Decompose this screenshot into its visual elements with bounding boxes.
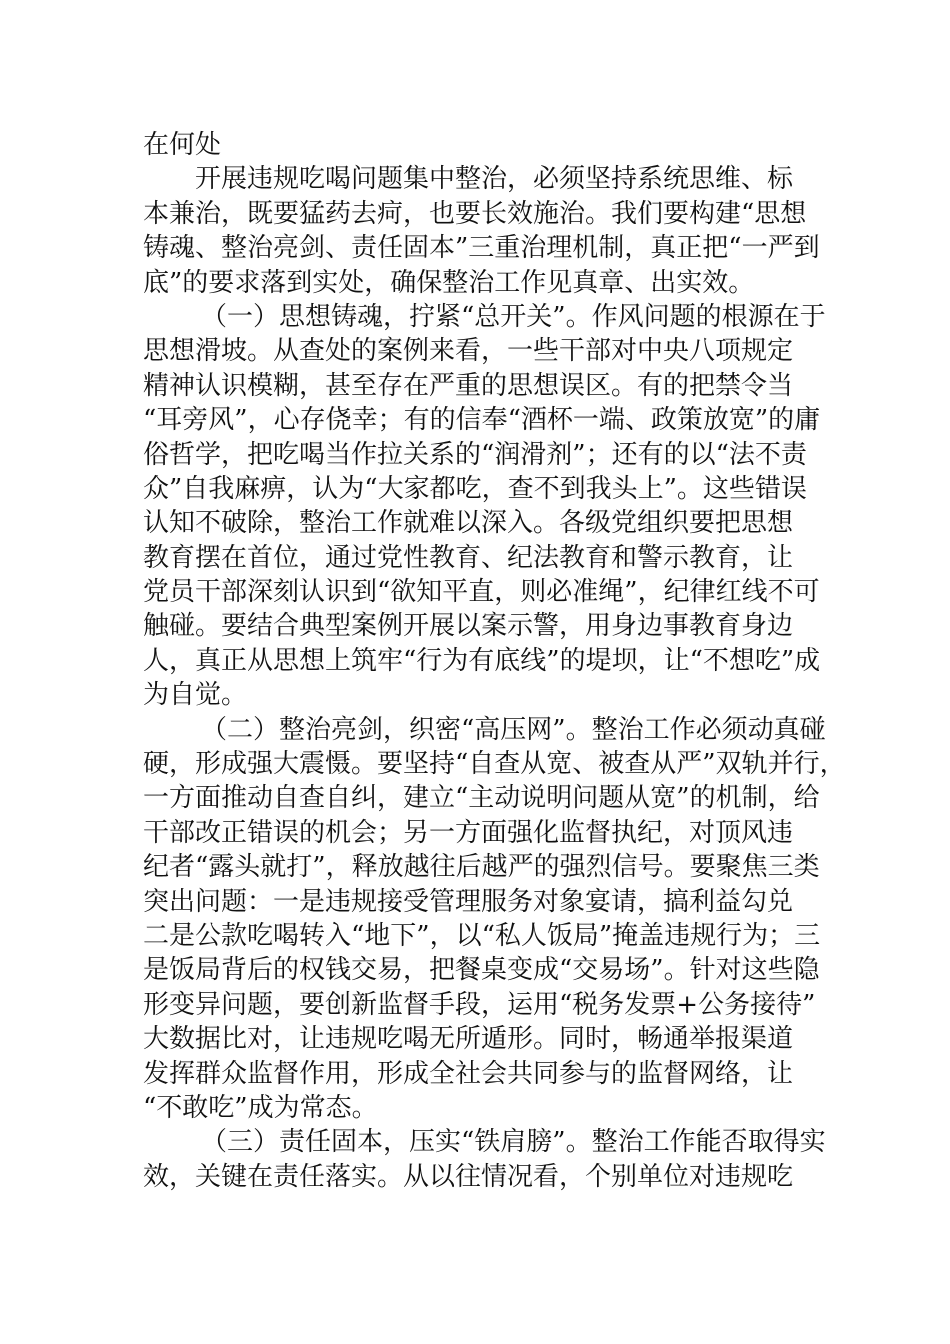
text-line: 发挥群众监督作用，形成全社会共同参与的监督网络，让 bbox=[143, 1058, 794, 1089]
text-line: 一方面推动自查自纠，建立“主动说明问题从宽”的机制，给 bbox=[143, 783, 820, 814]
text-line: 思想滑坡。从查处的案例来看，一些干部对中央八项规定 bbox=[143, 336, 794, 367]
text-line: 二是公款吃喝转入“地下”，以“私人饭局”掩盖违规行为；三 bbox=[143, 920, 821, 951]
text-line: 为自觉。 bbox=[143, 680, 248, 711]
text-line: 开展违规吃喝问题集中整治，必须坚持系统思维、标 bbox=[195, 164, 794, 195]
text-line: 硬，形成强大震慑。要坚持“自查从宽、被查从严”双轨并行， bbox=[143, 749, 846, 780]
text-line: 在何处 bbox=[143, 130, 222, 160]
text-line: 纪者“露头就打”，释放越往后越严的强烈信号。要聚焦三类 bbox=[143, 852, 820, 883]
text-line: 是饭局背后的权钱交易，把餐桌变成“交易场”。针对这些隐 bbox=[143, 955, 820, 986]
text-line: 突出问题：一是违规接受管理服务对象宴请，搞利益勾兑 bbox=[143, 886, 794, 917]
text-line: （三）责任固本，压实“铁肩膀”。整治工作能否取得实 bbox=[201, 1127, 826, 1158]
text-line: 大数据比对，让违规吃喝无所遁形。同时，畅通举报渠道 bbox=[143, 1024, 794, 1055]
text-line: 形变异问题，要创新监督手段，运用“税务发票+公务接待” bbox=[143, 989, 816, 1020]
text-line: 党员干部深刻认识到“欲知平直，则必准绳”，纪律红线不可 bbox=[143, 577, 820, 608]
text-line: 干部改正错误的机会；另一方面强化监督执纪，对顶风违 bbox=[143, 817, 794, 848]
text-line: “不敢吃”成为常态。 bbox=[143, 1092, 378, 1123]
text-line: 教育摆在首位，通过党性教育、纪法教育和警示教育，让 bbox=[143, 542, 794, 573]
text-line: 精神认识模糊，甚至存在严重的思想误区。有的把禁令当 bbox=[143, 370, 794, 401]
text-line: 众”自我麻痹，认为“大家都吃，查不到我头上”。这些错误 bbox=[143, 473, 807, 504]
text-line: 效，关键在责任落实。从以往情况看，个别单位对违规吃 bbox=[143, 1161, 794, 1192]
text-line: 俗哲学，把吃喝当作拉关系的“润滑剂”；还有的以“法不责 bbox=[143, 439, 807, 470]
text-line: 底”的要求落到实处，确保整治工作见真章、出实效。 bbox=[143, 267, 755, 298]
text-line: 人，真正从思想上筑牢“行为有底线”的堤坝，让“不想吃”成 bbox=[143, 645, 821, 676]
text-line: （一）思想铸魂，拧紧“总开关”。作风问题的根源在于 bbox=[201, 301, 826, 332]
text-line: 本兼治，既要猛药去疴，也要长效施治。我们要构建“思想 bbox=[143, 198, 807, 229]
text-line: 铸魂、整治亮剑、责任固本”三重治理机制，真正把“一严到 bbox=[143, 233, 820, 264]
text-line: “耳旁风”，心存侥幸；有的信奉“酒杯一端、政策放宽”的庸 bbox=[143, 405, 821, 436]
document-body bbox=[143, 128, 846, 1194]
text-line: 认知不破除，整治工作就难以深入。各级党组织要把思想 bbox=[143, 508, 794, 539]
text-line: （二）整治亮剑，织密“高压网”。整治工作必须动真碰 bbox=[201, 714, 826, 745]
text-line: 触碰。要结合典型案例开展以案示警，用身边事教育身边 bbox=[143, 611, 794, 642]
